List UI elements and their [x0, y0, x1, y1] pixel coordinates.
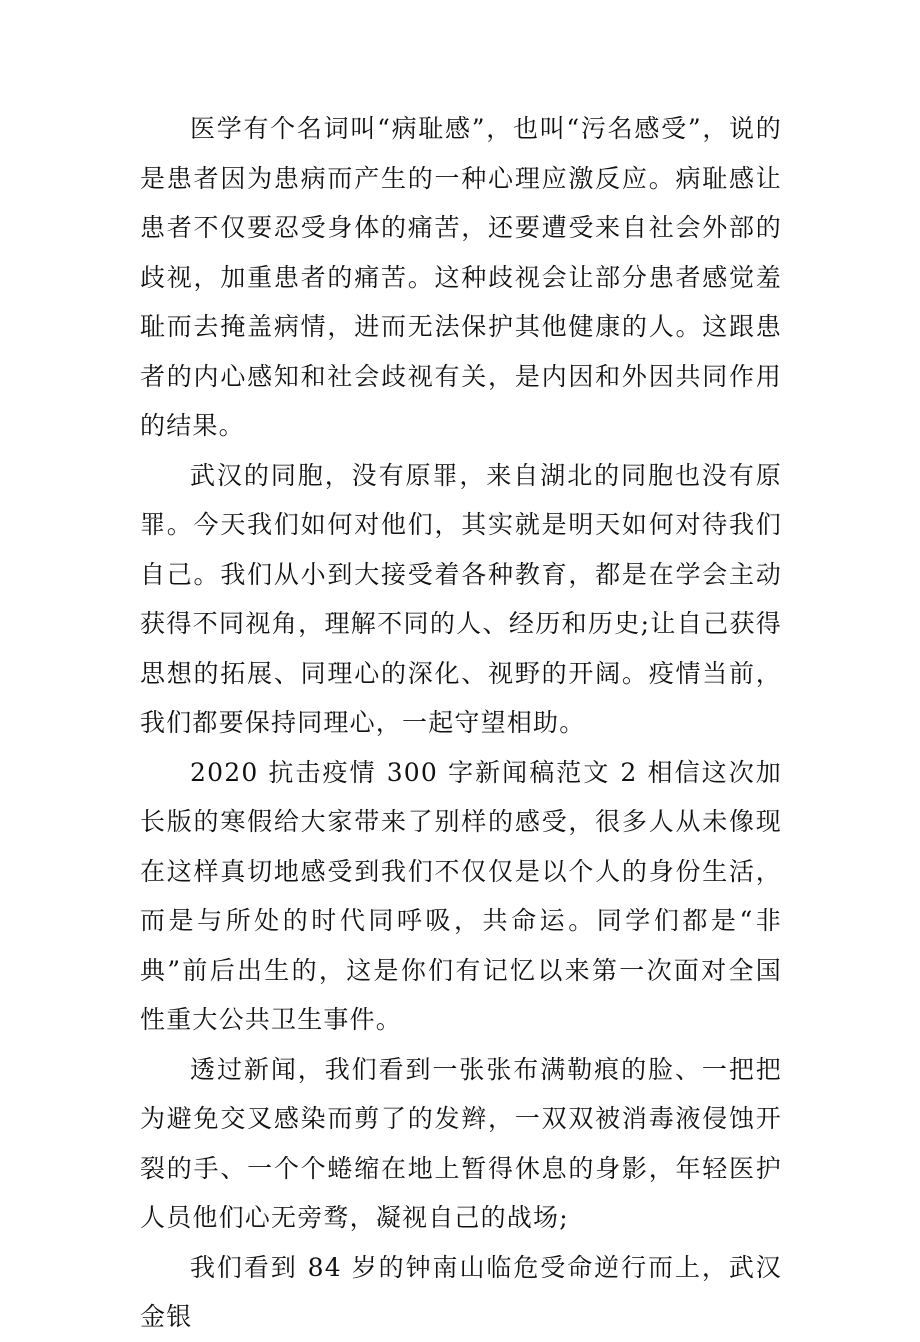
- paragraph-5: 我们看到 84 岁的钟南山临危受命逆行而上，武汉金银: [140, 1252, 782, 1331]
- paragraph-3: 2020 抗击疫情 300 字新闻稿范文 2 相信这次加长版的寒假给大家带来了别样的感受，很多人从未像现在这样真切地感受到我们不仅仅是以个人的身份生活，而是与所处的时代同呼吸，共命运。同学们都是“非典”前后出生的，这是你们有记忆以来第一次面对全国性重大公共卫生事件。: [140, 757, 782, 1034]
- paragraph-4: 透过新闻，我们看到一张张布满勒痕的脸、一把把为避免交叉感染而剪了的发辫，一双双被消毒液侵蚀开裂的手、一个个蜷缩在地上暂得休息的身影，年轻医护人员他们心无旁骛，凝视自己的战场;: [140, 1054, 782, 1232]
- document-body: [140, 104, 782, 1342]
- paragraph-1: 医学有个名词叫“病耻感”，也叫“污名感受”，说的是患者因为患病而产生的一种心理应激反应。病耻感让患者不仅要忍受身体的痛苦，还要遭受来自社会外部的歧视，加重患者的痛苦。这种歧视会让部分患者感觉羞耻而去掩盖病情，进而无法保护其他健康的人。这跟患者的内心感知和社会歧视有关，是内因和外因共同作用的结果。: [140, 114, 782, 440]
- paragraph-2: 武汉的同胞，没有原罪，来自湖北的同胞也没有原罪。今天我们如何对他们，其实就是明天如何对待我们自己。我们从小到大接受着各种教育，都是在学会主动获得不同视角，理解不同的人、经历和历史;让自己获得思想的拓展、同理心的深化、视野的开阔。疫情当前，我们都要保持同理心，一起守望相助。: [140, 460, 782, 737]
